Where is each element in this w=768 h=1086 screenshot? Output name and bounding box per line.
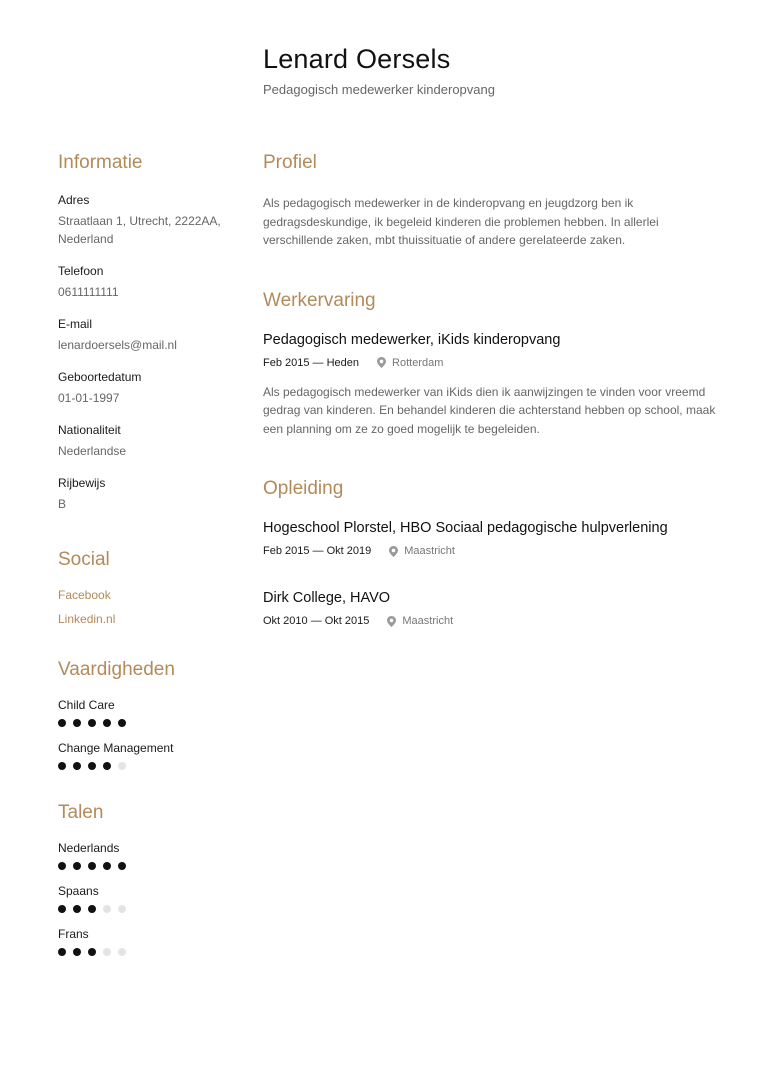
entry-dates: Okt 2010 — Okt 2015 (263, 615, 370, 627)
languages-section (58, 800, 238, 956)
entry-meta (263, 614, 723, 628)
entry-title: Dirk College, HAVO (263, 590, 391, 606)
entry-meta (263, 544, 723, 558)
education-entry (263, 588, 723, 628)
information-section (58, 150, 238, 513)
map-pin-icon (387, 616, 396, 627)
skills-list (58, 697, 238, 770)
rating-dot-filled (88, 948, 96, 956)
info-item-phone (58, 263, 238, 301)
rating-dot-filled (58, 862, 66, 870)
rating-dot-filled (58, 948, 66, 956)
info-value: 0611111111 (58, 285, 119, 299)
job-title: Pedagogisch medewerker kinderopvang (263, 82, 495, 97)
language-label: Nederlands (58, 841, 120, 855)
language-label: Frans (58, 927, 89, 941)
entry-title: Hogeschool Plorstel, HBO Sociaal pedagogische hulpverlening (263, 520, 668, 536)
information-list (58, 192, 238, 513)
rating-dot-empty (118, 905, 126, 913)
profile-text: Als pedagogisch medewerker in de kinderopvang en jeugdzorg ben ik gedragsdeskundige, ik begeleid kinderen die problemen hebben. In allerlei verschillende zaken, mbt thuissituatie of andere gerelateerde zaken. (263, 196, 659, 247)
skills-section (58, 657, 238, 770)
education-entry (263, 518, 723, 558)
info-item-email (58, 316, 238, 354)
skill-label: Change Management (58, 741, 174, 755)
rating-dot-filled (88, 719, 96, 727)
language-item (58, 883, 238, 913)
info-item-address (58, 192, 238, 248)
social-links (58, 587, 238, 627)
rating-dot-filled (88, 762, 96, 770)
language-item (58, 926, 238, 956)
language-item (58, 840, 238, 870)
section-title-languages: Talen (58, 802, 104, 823)
info-label: E-mail (58, 317, 93, 331)
language-rating-dots (58, 948, 238, 956)
map-pin-icon (377, 357, 386, 368)
section-title-experience: Werkervaring (263, 289, 376, 311)
rating-dot-filled (58, 905, 66, 913)
rating-dot-filled (73, 862, 81, 870)
info-item-birthdate (58, 369, 238, 407)
section-title-skills: Vaardigheden (58, 659, 175, 680)
info-label: Geboortedatum (58, 370, 142, 384)
entry-title: Pedagogisch medewerker, iKids kinderopvang (263, 331, 561, 348)
experience-section (263, 288, 723, 439)
language-rating-dots (58, 905, 238, 913)
social-section (58, 547, 238, 627)
rating-dot-empty (103, 948, 111, 956)
entry-location (377, 356, 443, 370)
skill-item (58, 740, 238, 770)
profile-section (263, 150, 723, 250)
rating-dot-empty (118, 948, 126, 956)
map-pin-icon (389, 546, 398, 557)
rating-dot-filled (103, 719, 111, 727)
info-label: Adres (58, 193, 90, 207)
section-title-social: Social (58, 549, 110, 570)
candidate-name: Lenard Oersels (263, 44, 451, 74)
rating-dot-filled (73, 905, 81, 913)
experience-entry (263, 330, 723, 439)
info-label: Telefoon (58, 264, 104, 278)
rating-dot-filled (118, 719, 126, 727)
entry-location-text: Maastricht (402, 615, 454, 627)
entry-location-text: Rotterdam (392, 356, 444, 369)
rating-dot-filled (58, 762, 66, 770)
rating-dot-filled (88, 862, 96, 870)
entry-location (387, 614, 453, 628)
language-label: Spaans (58, 884, 99, 898)
entry-location-text: Maastricht (404, 545, 455, 557)
rating-dot-filled (73, 762, 81, 770)
info-item-drivers-license (58, 475, 238, 513)
info-label: Rijbewijs (58, 476, 106, 490)
rating-dot-filled (103, 862, 111, 870)
skill-item (58, 697, 238, 727)
info-item-nationality (58, 422, 238, 460)
skill-rating-dots (58, 719, 238, 727)
entry-meta (263, 356, 723, 370)
main-content (263, 150, 723, 628)
language-rating-dots (58, 862, 238, 870)
entry-location (389, 544, 455, 558)
entry-dates: Feb 2015 — Okt 2019 (263, 545, 372, 557)
section-title-education: Opleiding (263, 478, 344, 499)
rating-dot-empty (118, 762, 126, 770)
rating-dot-filled (118, 862, 126, 870)
info-value: Nederlandse (58, 444, 127, 458)
rating-dot-filled (58, 719, 66, 727)
facebook-link[interactable]: Facebook (58, 588, 111, 602)
rating-dot-filled (73, 719, 81, 727)
rating-dot-filled (103, 762, 111, 770)
rating-dot-filled (88, 905, 96, 913)
info-value: Straatlaan 1, Utrecht, 2222AA, Nederland (58, 214, 221, 246)
education-section (263, 476, 723, 628)
info-value: lenardoersels@mail.nl (58, 338, 177, 352)
rating-dot-empty (103, 905, 111, 913)
skill-rating-dots (58, 762, 238, 770)
sidebar (58, 150, 238, 969)
section-title-profile: Profiel (263, 152, 317, 173)
rating-dot-filled (73, 948, 81, 956)
info-label: Nationaliteit (58, 423, 121, 437)
linkedin-link[interactable]: Linkedin.nl (58, 612, 116, 626)
info-value: 01-01-1997 (58, 391, 120, 405)
info-value: B (58, 497, 67, 511)
skill-label: Child Care (58, 698, 115, 712)
section-title-information: Informatie (58, 152, 143, 173)
resume-header (263, 44, 495, 97)
languages-list (58, 840, 238, 956)
entry-dates: Feb 2015 — Heden (263, 356, 360, 369)
entry-description: Als pedagogisch medewerker van iKids dien ik aanwijzingen te vinden voor vreemd gedrag van kinderen. En behandel kinderen die achterstand hebben op school, maak een planning om ze zo goed mogelijk te begeleiden. (263, 384, 716, 436)
